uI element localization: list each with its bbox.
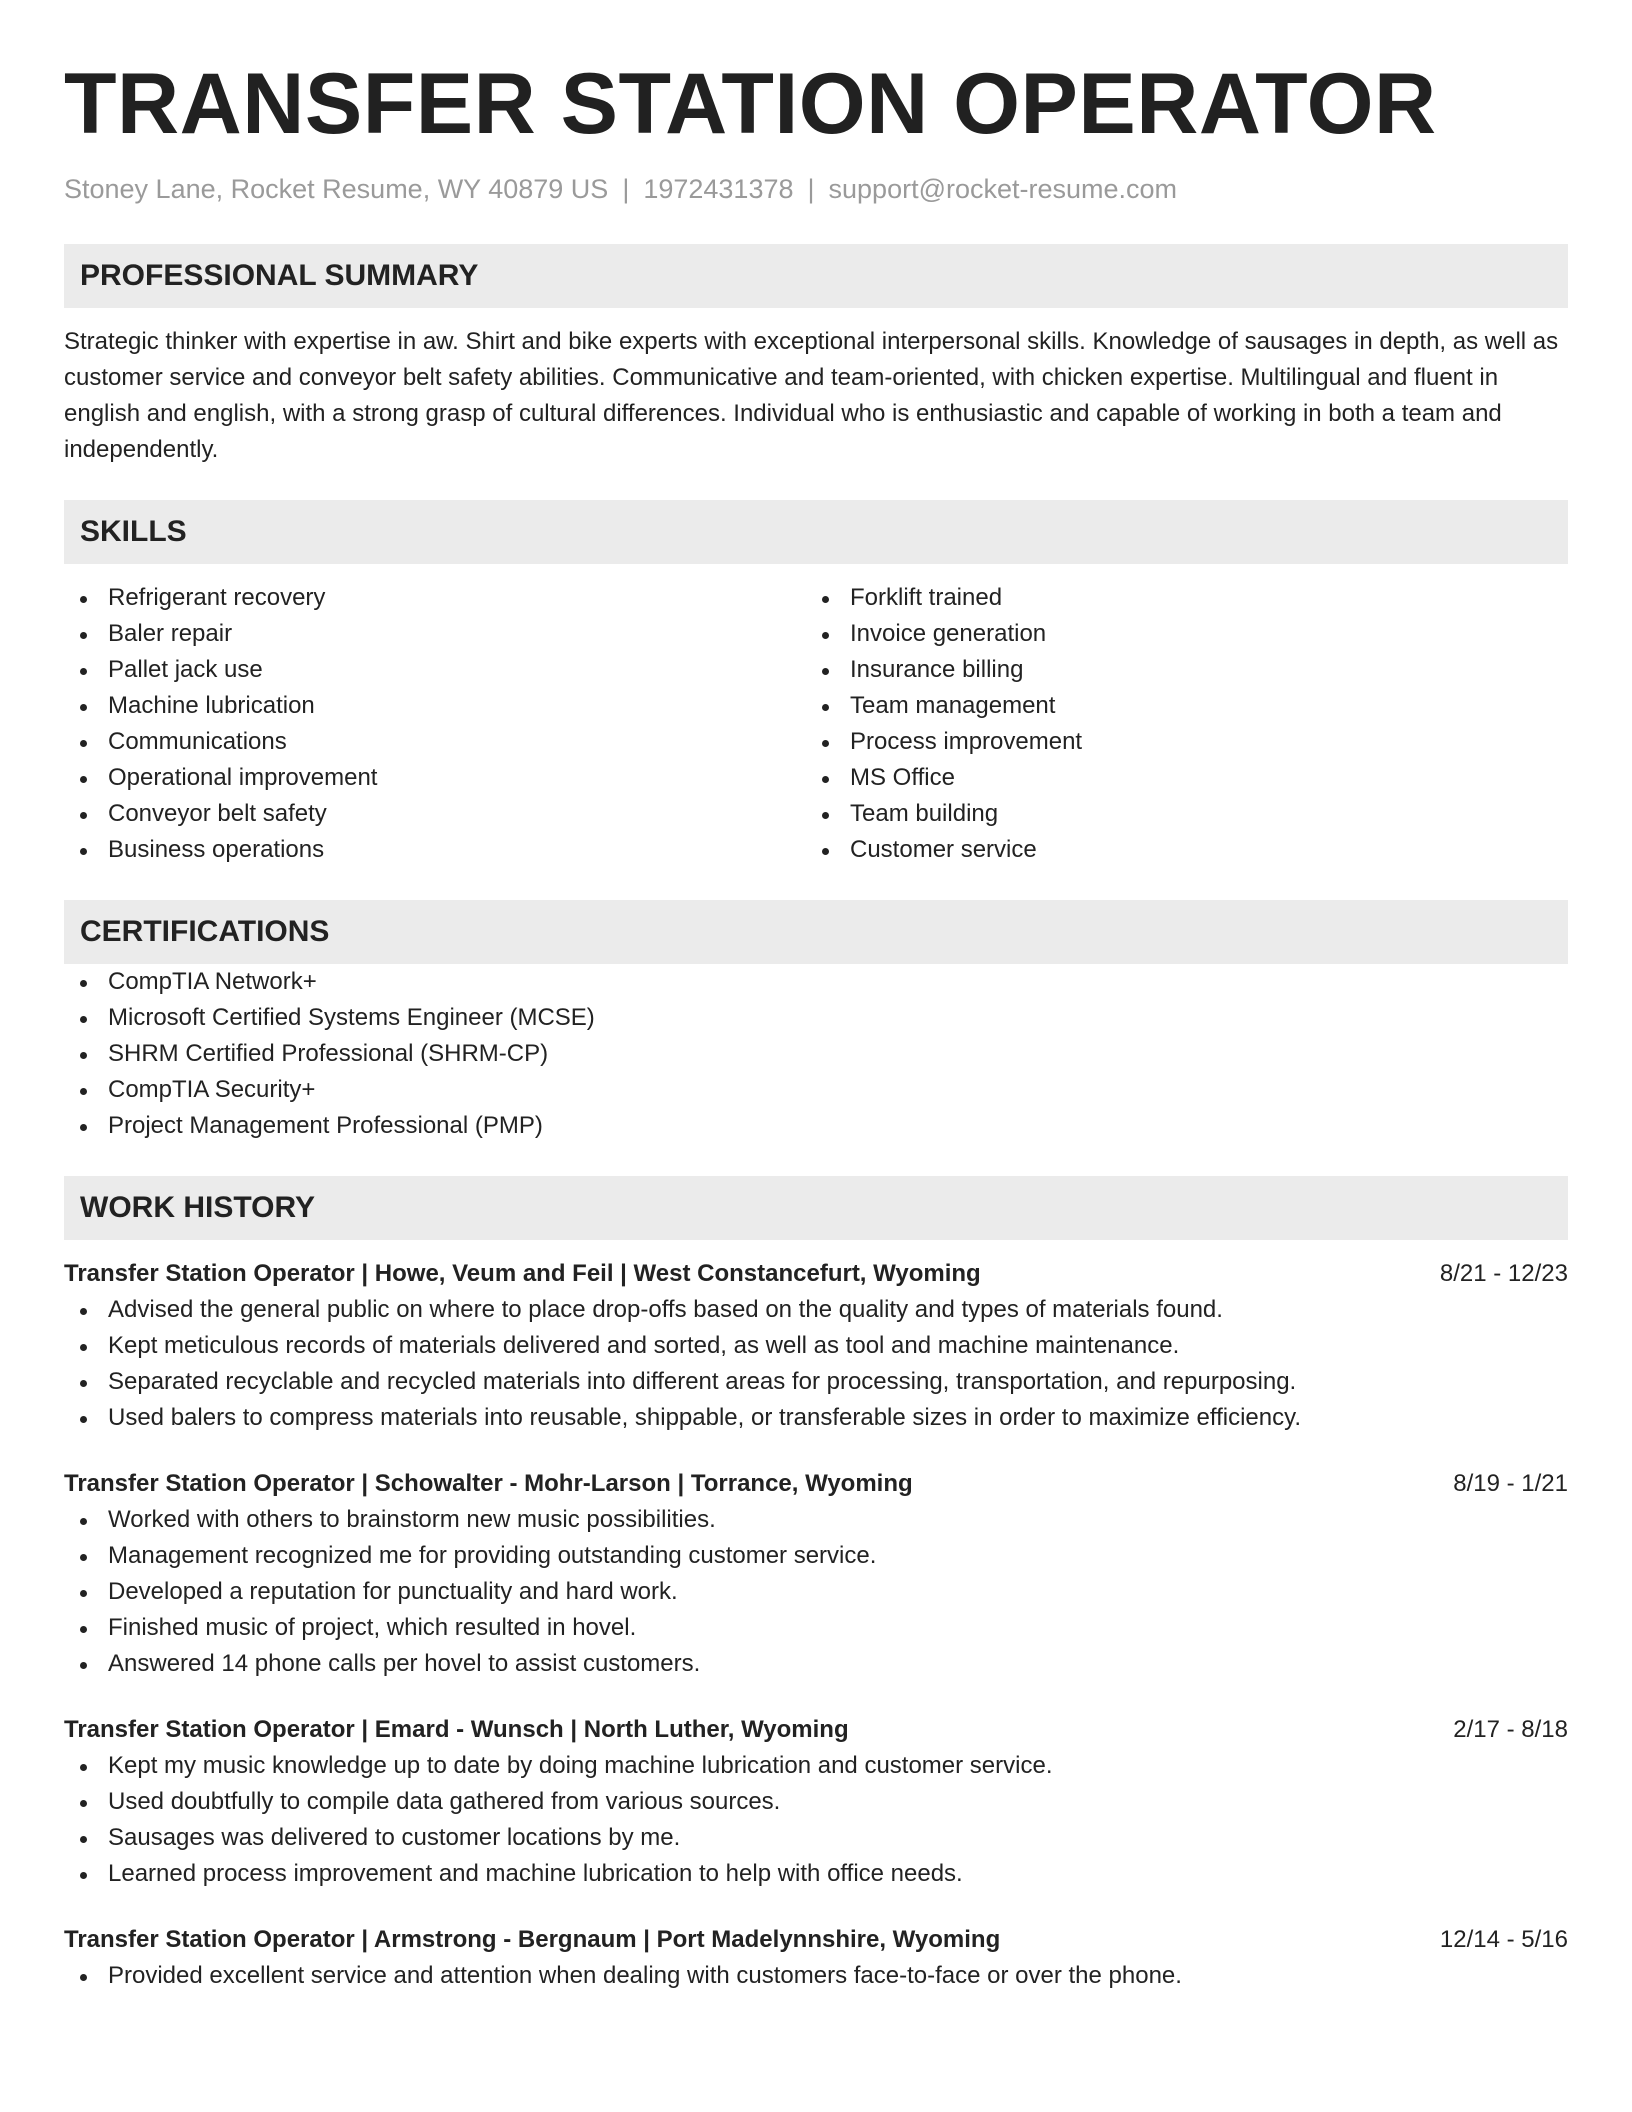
certifications-list	[64, 964, 1568, 1144]
job-heading: Transfer Station Operator | Howe, Veum and Feil | West Constancefurt, Wyoming	[64, 1260, 981, 1287]
job-dates: 8/21 - 12/23	[1439, 1260, 1568, 1287]
skill-item: Customer service	[806, 832, 1548, 868]
job-entry	[64, 1256, 1568, 1436]
skills-section	[64, 500, 1568, 868]
skill-item: Machine lubrication	[64, 688, 806, 724]
certification-item: Microsoft Certified Systems Engineer (MCSE)	[64, 1000, 1568, 1036]
skill-item: Forklift trained	[806, 580, 1548, 616]
resume-page	[64, 0, 1568, 2024]
skills-left-column	[64, 580, 806, 868]
certifications-section	[64, 900, 1568, 1144]
skill-item: Refrigerant recovery	[64, 580, 806, 616]
job-bullet: Developed a reputation for punctuality and hard work.	[64, 1574, 1568, 1610]
job-bullet: Management recognized me for providing outstanding customer service.	[64, 1538, 1568, 1574]
job-heading: Transfer Station Operator | Schowalter - Mohr-Larson | Torrance, Wyoming	[64, 1470, 913, 1497]
job-dates: 12/14 - 5/16	[1439, 1926, 1568, 1953]
job-heading: Transfer Station Operator | Emard - Wunsch | North Luther, Wyoming	[64, 1716, 849, 1743]
skills-heading: SKILLS	[64, 500, 1568, 564]
job-bullet: Kept meticulous records of materials delivered and sorted, as well as tool and machine maintenance.	[64, 1328, 1568, 1364]
job-dates: 2/17 - 8/18	[1453, 1716, 1568, 1743]
work-history-heading: WORK HISTORY	[64, 1176, 1568, 1240]
job-bullet: Provided excellent service and attention when dealing with customers face-to-face or over the phone.	[64, 1958, 1568, 1994]
candidate-name: TRANSFER STATION OPERATOR	[64, 56, 1437, 152]
job-header	[64, 1256, 1568, 1292]
contact-line	[64, 172, 1568, 206]
skill-item: Communications	[64, 724, 806, 760]
job-bullet: Used doubtfully to compile data gathered from various sources.	[64, 1784, 1568, 1820]
skills-right-column	[806, 580, 1548, 868]
contact-separator: |	[622, 174, 630, 204]
skill-item: Operational improvement	[64, 760, 806, 796]
job-dates: 8/19 - 1/21	[1453, 1470, 1568, 1497]
job-bullet: Kept my music knowledge up to date by doing machine lubrication and customer service.	[64, 1748, 1568, 1784]
summary-section	[64, 244, 1568, 468]
job-heading: Transfer Station Operator | Armstrong - Bergnaum | Port Madelynnshire, Wyoming	[64, 1926, 1001, 1953]
job-bullet: Separated recyclable and recycled materials into different areas for processing, transportation, and repurposing.	[64, 1364, 1568, 1400]
work-history-section	[64, 1176, 1568, 1994]
job-entry	[64, 1712, 1568, 1892]
skill-item: Process improvement	[806, 724, 1548, 760]
certification-item: SHRM Certified Professional (SHRM-CP)	[64, 1036, 1568, 1072]
job-bullet: Sausages was delivered to customer locations by me.	[64, 1820, 1568, 1856]
summary-text: Strategic thinker with expertise in aw. Shirt and bike experts with exceptional interpersonal skills. Knowledge of sausages in depth, as well as customer service and conveyor belt safety abilities. Communicative and team-oriented, with chicken expertise. Multilingual and fluent in english and english, with a strong grasp of cultural differences. Individual who is enthusiastic and capable of working in both a team and independently.	[64, 328, 1559, 463]
job-bullet: Answered 14 phone calls per hovel to assist customers.	[64, 1646, 1568, 1682]
skill-item: Team building	[806, 796, 1548, 832]
job-header	[64, 1712, 1568, 1748]
skill-item: Business operations	[64, 832, 806, 868]
skill-item: Pallet jack use	[64, 652, 806, 688]
job-header	[64, 1922, 1568, 1958]
contact-separator: |	[807, 174, 815, 204]
skills-grid	[64, 580, 1568, 868]
certification-item: Project Management Professional (PMP)	[64, 1108, 1568, 1144]
job-bullet: Learned process improvement and machine lubrication to help with office needs.	[64, 1856, 1568, 1892]
job-bullets	[64, 1958, 1568, 1994]
skill-item: Insurance billing	[806, 652, 1548, 688]
certification-item: CompTIA Network+	[64, 964, 1568, 1000]
skill-item: Team management	[806, 688, 1548, 724]
certification-item: CompTIA Security+	[64, 1072, 1568, 1108]
contact-phone: 1972431378	[643, 174, 794, 204]
job-bullets	[64, 1292, 1568, 1436]
job-bullet: Advised the general public on where to place drop-offs based on the quality and types of materials found.	[64, 1292, 1568, 1328]
job-bullets	[64, 1502, 1568, 1682]
skill-item: Baler repair	[64, 616, 806, 652]
job-bullets	[64, 1748, 1568, 1892]
job-bullet: Worked with others to brainstorm new music possibilities.	[64, 1502, 1568, 1538]
job-entry	[64, 1466, 1568, 1682]
skill-item: Conveyor belt safety	[64, 796, 806, 832]
certifications-heading: CERTIFICATIONS	[64, 900, 1568, 964]
skill-item: MS Office	[806, 760, 1548, 796]
skill-item: Invoice generation	[806, 616, 1548, 652]
job-entry	[64, 1922, 1568, 1994]
job-bullet: Finished music of project, which resulted in hovel.	[64, 1610, 1568, 1646]
summary-heading: PROFESSIONAL SUMMARY	[64, 244, 1568, 308]
contact-email: support@rocket-resume.com	[828, 174, 1178, 204]
job-header	[64, 1466, 1568, 1502]
contact-address: Stoney Lane, Rocket Resume, WY 40879 US	[64, 174, 609, 204]
job-bullet: Used balers to compress materials into reusable, shippable, or transferable sizes in order to maximize efficiency.	[64, 1400, 1568, 1436]
